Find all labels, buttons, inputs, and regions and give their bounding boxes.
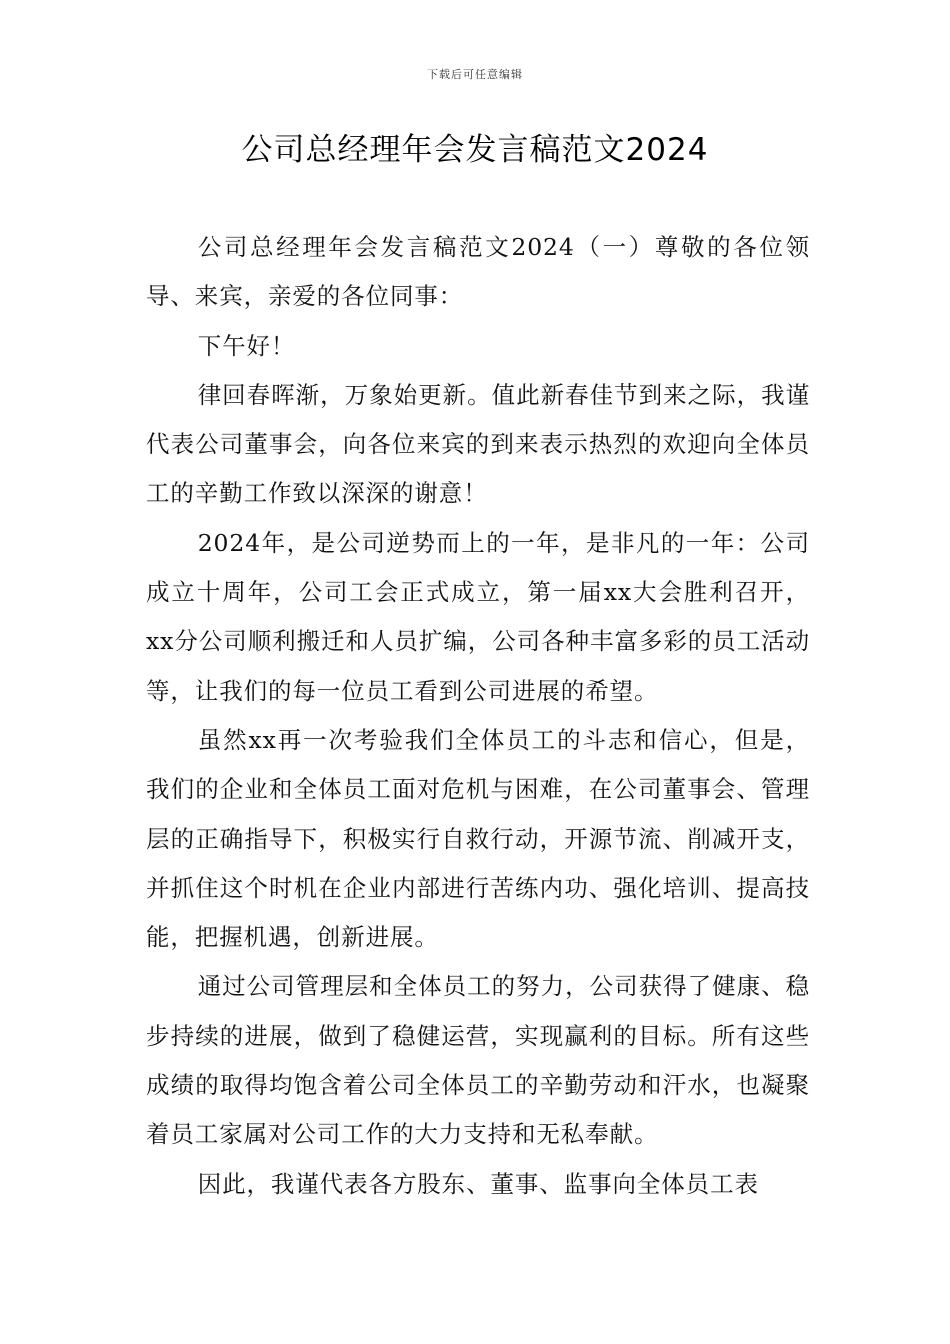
paragraph-achievements: 通过公司管理层和全体员工的努力，公司获得了健康、稳步持续的进展，做到了稳健运营，实现赢利的目标。所有这些成绩的取得均饱含着公司全体员工的辛勤劳动和汗水，也凝聚着员工家属对公司工作的大力支持和无私奉献。 [146,972,810,1149]
paragraph-year-review: 2024年，是公司逆势而上的一年，是非凡的一年：公司成立十周年，公司工会正式成立，第一届xx大会胜利召开，xx分公司顺利搬迁和人员扩编，公司各种丰富多彩的员工活动等，让我们的每一位员工看到公司进展的希望。 [146,528,810,705]
paragraph-challenges: 虽然xx再一次考验我们全体员工的斗志和信心，但是，我们的企业和全体员工面对危机与困难，在公司董事会、管理层的正确指导下，积极实行自救行动，开源节流、削减开支，并抓住这个时机在企业内部进行苦练内功、强化培训、提高技能，把握机遇，创新进展。 [146,725,810,952]
paragraph-good-afternoon: 下午好！ [197,331,296,360]
document-body [146,223,810,1209]
document-title: 公司总经理年会发言稿范文2024 [241,132,709,168]
paragraph-greeting: 公司总经理年会发言稿范文2024（一）尊敬的各位领导、来宾，亲爱的各位同事： [146,233,810,311]
download-note: 下载后可任意编辑 [427,68,523,81]
paragraph-thanks: 因此，我谨代表各方股东、董事、监事向全体员工表 [197,1169,759,1198]
paragraph-new-year: 律回春晖渐，万象始更新。值此新春佳节到来之际，我谨代表公司董事会，向各位来宾的到来表示热烈的欢迎向全体员工的辛勤工作致以深深的谢意！ [146,380,810,508]
